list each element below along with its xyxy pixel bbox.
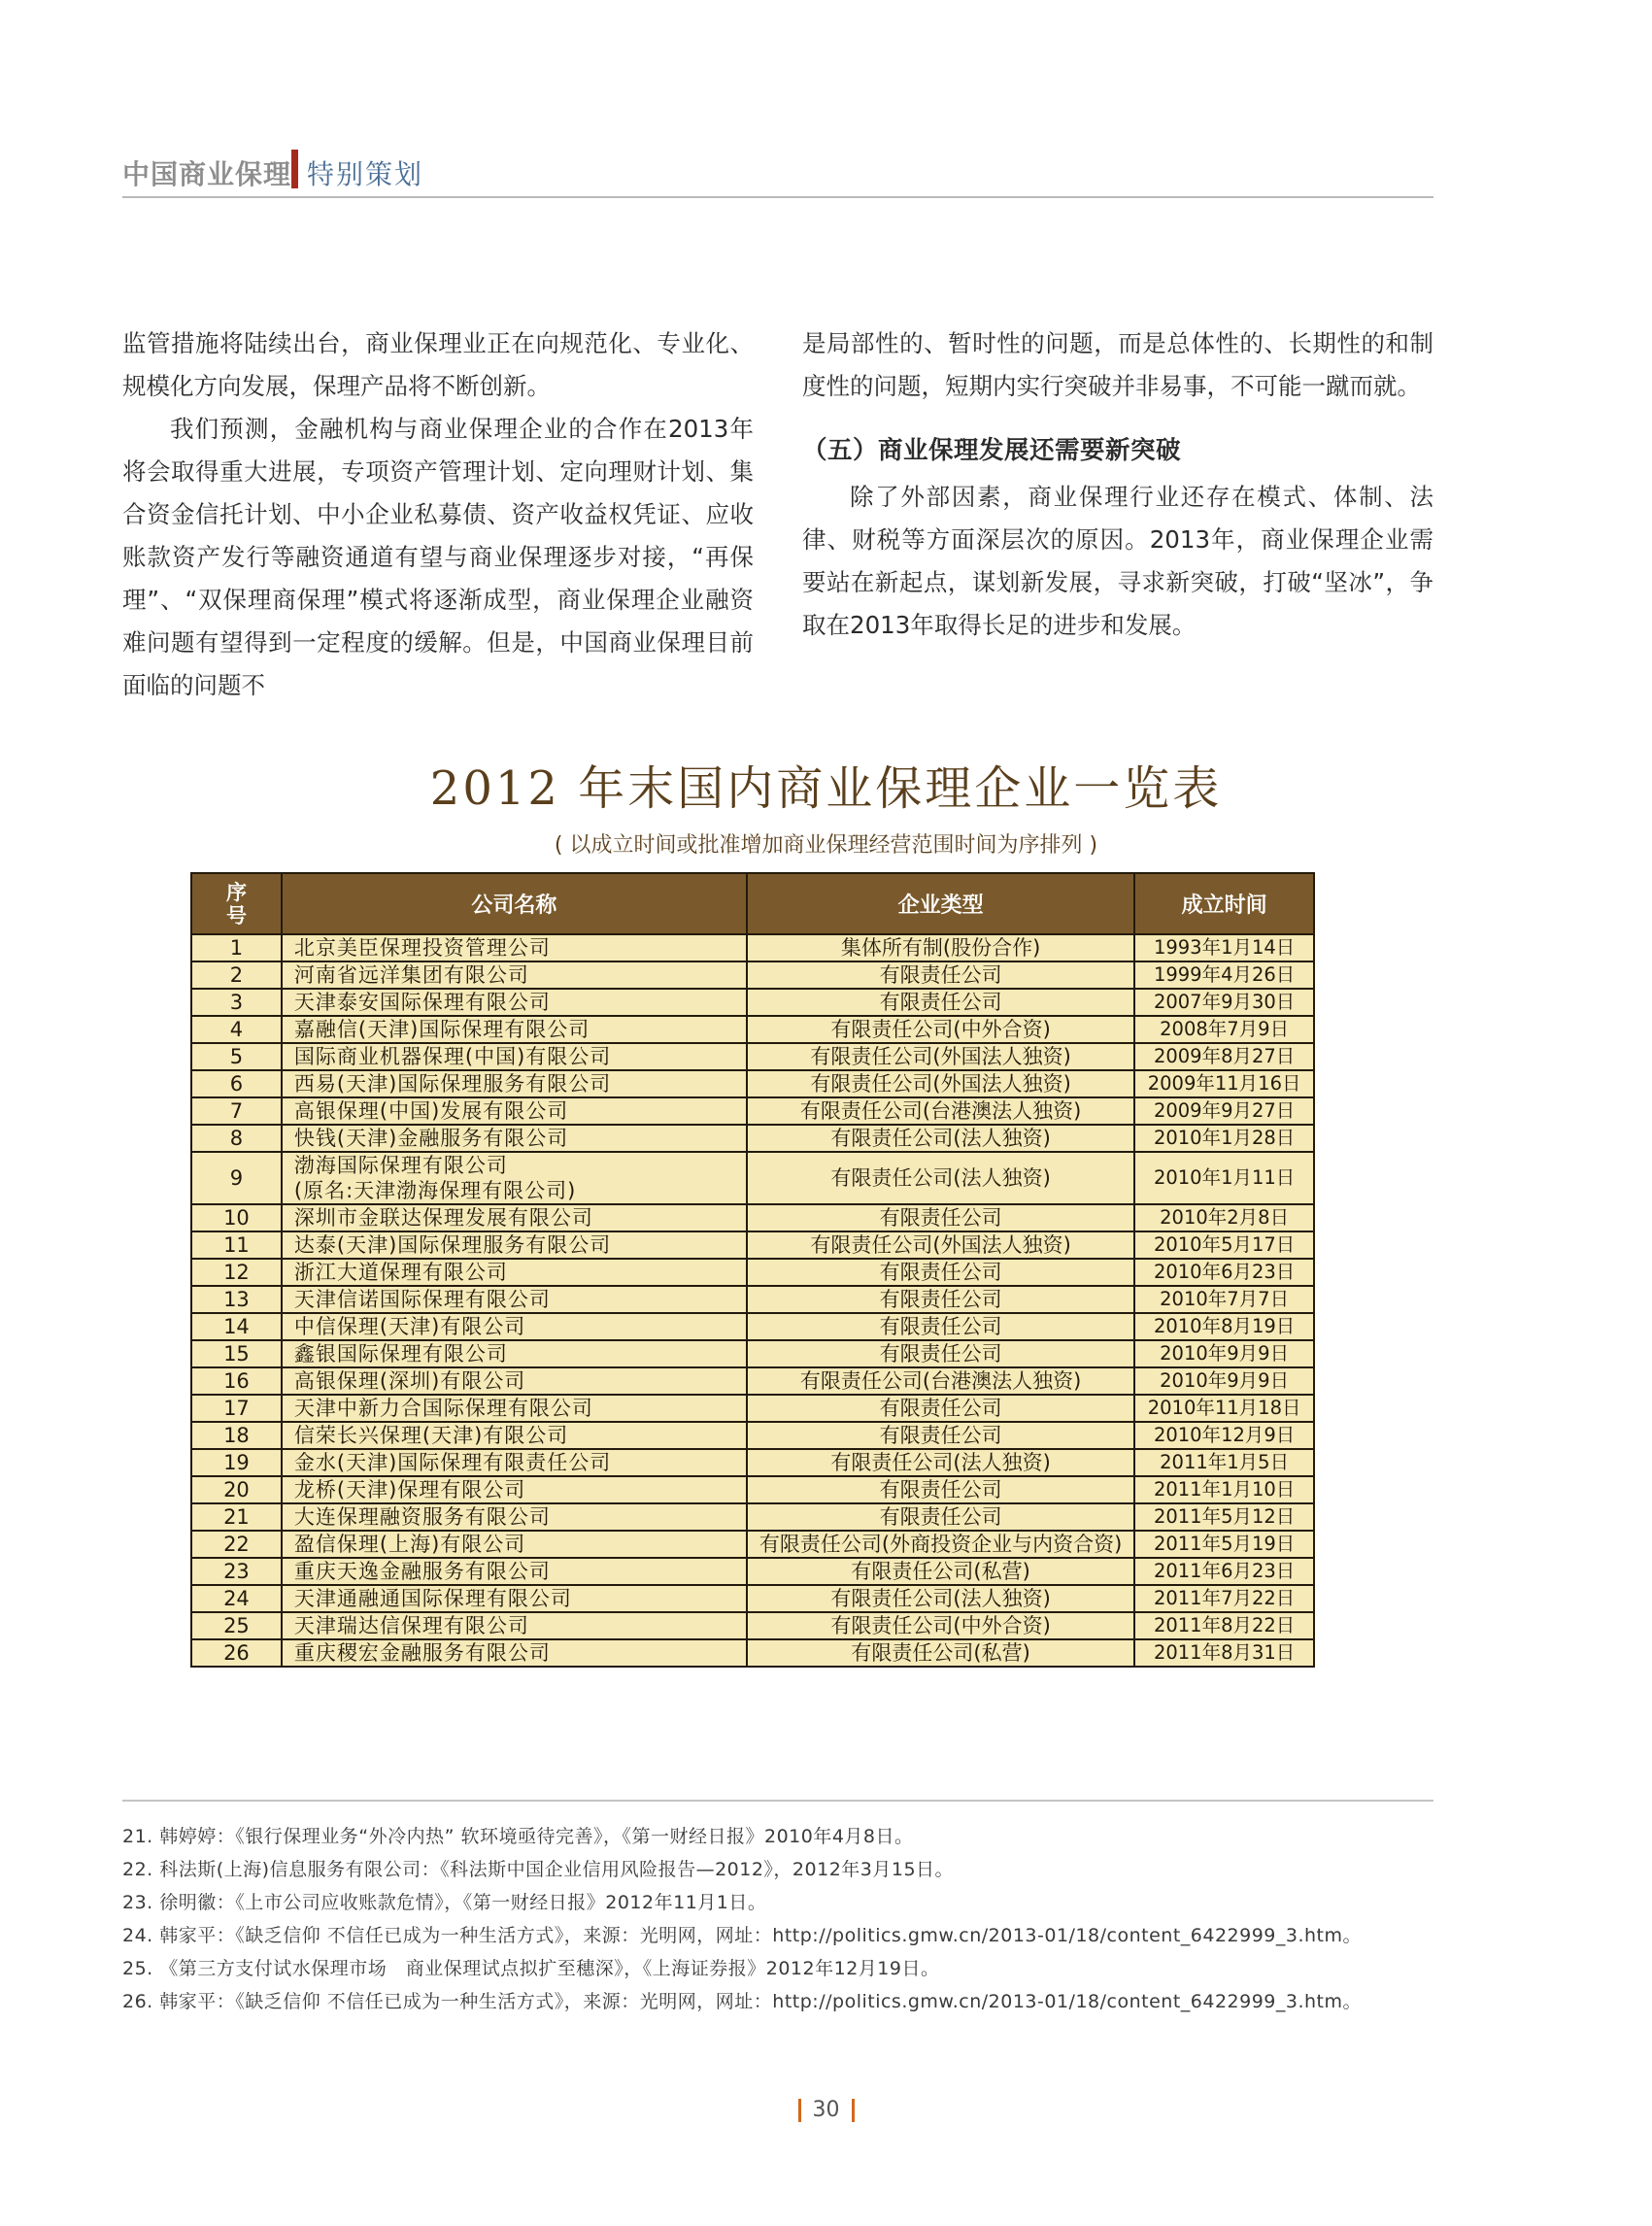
paragraph: 除了外部因素，商业保理行业还存在模式、体制、法律、财税等方面深层次的原因。2013年，商业保理企业需要站在新起点，谋划新发展，寻求新突破，打破“坚冰”，争取在2013年取得长足的进步和发展。 (802, 483, 1433, 639)
table-row (191, 1422, 1314, 1449)
page-number: 30 (0, 2098, 1652, 2122)
table-title: 2012 年末国内商业保理企业一览表 (429, 761, 1223, 816)
paragraph: 是局部性的、暂时性的问题，而是总体性的、长期性的和制度性的问题，短期内实行突破并非易事，不可能一蹴而就。 (802, 329, 1433, 400)
cell-date: 2010年6月23日 (1134, 1259, 1314, 1286)
table-body (191, 934, 1314, 1667)
table-row (191, 1152, 1314, 1204)
cell-date: 2011年1月10日 (1134, 1476, 1314, 1503)
table-row (191, 1612, 1314, 1639)
cell-type: 有限责任公司(私营) (747, 1558, 1134, 1585)
subheading: （五）商业保理发展还需要新突破 (802, 436, 1182, 465)
header-seq: 序 号 (191, 873, 282, 934)
cell-date: 1993年1月14日 (1134, 934, 1314, 961)
cell-type: 有限责任公司 (747, 1259, 1134, 1286)
cell-type: 有限责任公司(外国法人独资) (747, 1070, 1134, 1097)
table-row (191, 1313, 1314, 1340)
cell-date: 2010年2月8日 (1134, 1204, 1314, 1231)
cell-seq: 3 (191, 989, 282, 1016)
publication-title: 中国商业保理 (122, 158, 292, 190)
cell-type: 有限责任公司 (747, 1503, 1134, 1531)
cell-company: 大连保理融资服务有限公司 (282, 1503, 747, 1531)
left-column (122, 322, 754, 707)
cell-seq: 16 (191, 1367, 282, 1395)
cell-seq: 17 (191, 1395, 282, 1422)
cell-date: 2010年9月9日 (1134, 1367, 1314, 1395)
cell-seq: 15 (191, 1340, 282, 1367)
cell-type: 有限责任公司 (747, 961, 1134, 989)
table-row (191, 1259, 1314, 1286)
cell-date: 1999年4月26日 (1134, 961, 1314, 989)
right-column (802, 322, 1433, 647)
cell-seq: 25 (191, 1612, 282, 1639)
table-row (191, 989, 1314, 1016)
cell-date: 2010年9月9日 (1134, 1340, 1314, 1367)
table-row (191, 1016, 1314, 1043)
cell-seq: 13 (191, 1286, 282, 1313)
table-row (191, 1476, 1314, 1503)
cell-date: 2011年5月19日 (1134, 1531, 1314, 1558)
cell-date: 2011年6月23日 (1134, 1558, 1314, 1585)
cell-company: 重庆稷宏金融服务有限公司 (282, 1639, 747, 1667)
cell-seq: 24 (191, 1585, 282, 1612)
table-row (191, 1286, 1314, 1313)
cell-company: 西易(天津)国际保理服务有限公司 (282, 1070, 747, 1097)
company-table (190, 872, 1315, 1668)
cell-seq: 9 (191, 1152, 282, 1204)
cell-type: 有限责任公司(私营) (747, 1639, 1134, 1667)
cell-type: 有限责任公司 (747, 989, 1134, 1016)
footnote: 25. 《第三方支付试水保理市场 商业保理试点拟扩至穗深》，《上海证券报》2012年12月19日。 (122, 1958, 940, 1979)
cell-date: 2010年8月19日 (1134, 1313, 1314, 1340)
cell-type: 有限责任公司(外国法人独资) (747, 1231, 1134, 1259)
header-company: 公司名称 (282, 873, 747, 934)
cell-seq: 26 (191, 1639, 282, 1667)
footnote: 22. 科法斯(上海)信息服务有限公司：《科法斯中国企业信用风险报告—2012》，2012年3月15日。 (122, 1859, 955, 1880)
cell-company: 达泰(天津)国际保理服务有限公司 (282, 1231, 747, 1259)
cell-seq: 7 (191, 1097, 282, 1125)
cell-company: 鑫银国际保理有限公司 (282, 1340, 747, 1367)
page-header (122, 146, 1433, 200)
cell-date: 2010年11月18日 (1134, 1395, 1314, 1422)
cell-company: 国际商业机器保理(中国)有限公司 (282, 1043, 747, 1070)
cell-seq: 14 (191, 1313, 282, 1340)
cell-company: 天津泰安国际保理有限公司 (282, 989, 747, 1016)
cell-date: 2009年8月27日 (1134, 1043, 1314, 1070)
cell-company: 快钱(天津)金融服务有限公司 (282, 1125, 747, 1152)
table-row (191, 1097, 1314, 1125)
cell-type: 有限责任公司(法人独资) (747, 1125, 1134, 1152)
cell-seq: 11 (191, 1231, 282, 1259)
cell-company: 中信保理(天津)有限公司 (282, 1313, 747, 1340)
table-row (191, 1340, 1314, 1367)
cell-type: 有限责任公司 (747, 1340, 1134, 1367)
page-number-bar (852, 2099, 855, 2122)
cell-date: 2010年1月28日 (1134, 1125, 1314, 1152)
cell-type: 有限责任公司 (747, 1395, 1134, 1422)
cell-date: 2010年5月17日 (1134, 1231, 1314, 1259)
cell-seq: 6 (191, 1070, 282, 1097)
cell-company: 龙桥(天津)保理有限公司 (282, 1476, 747, 1503)
footnote: 26. 韩家平：《缺乏信仰 不信任已成为一种生活方式》，来源：光明网，网址：http://politics.gmw.cn/2013-01/18/content_6422999_3.htm。 (122, 1991, 1363, 2012)
cell-type: 有限责任公司(台港澳法人独资) (747, 1367, 1134, 1395)
cell-type: 有限责任公司(法人独资) (747, 1152, 1134, 1204)
cell-type: 有限责任公司(法人独资) (747, 1585, 1134, 1612)
cell-company: 天津中新力合国际保理有限公司 (282, 1395, 747, 1422)
cell-company: 金水(天津)国际保理有限责任公司 (282, 1449, 747, 1476)
cell-company: 北京美臣保理投资管理公司 (282, 934, 747, 961)
header-rule (122, 196, 1433, 198)
cell-company: 信荣长兴保理(天津)有限公司 (282, 1422, 747, 1449)
section-title: 特别策划 (307, 158, 424, 190)
cell-seq: 4 (191, 1016, 282, 1043)
table-row (191, 1395, 1314, 1422)
header-divider-bar (291, 150, 298, 188)
cell-type: 有限责任公司(台港澳法人独资) (747, 1097, 1134, 1125)
cell-type: 有限责任公司(中外合资) (747, 1612, 1134, 1639)
cell-date: 2011年8月22日 (1134, 1612, 1314, 1639)
cell-seq: 20 (191, 1476, 282, 1503)
header-type: 企业类型 (747, 873, 1134, 934)
cell-date: 2011年8月31日 (1134, 1639, 1314, 1667)
table-row (191, 1639, 1314, 1667)
footnote: 24. 韩家平：《缺乏信仰 不信任已成为一种生活方式》，来源：光明网，网址：http://politics.gmw.cn/2013-01/18/content_6422999_3.htm。 (122, 1925, 1363, 1946)
cell-company: 嘉融信(天津)国际保理有限公司 (282, 1016, 747, 1043)
table-row (191, 1449, 1314, 1476)
cell-type: 有限责任公司 (747, 1476, 1134, 1503)
cell-type: 有限责任公司(外国法人独资) (747, 1043, 1134, 1070)
cell-date: 2011年5月12日 (1134, 1503, 1314, 1531)
table-row (191, 1503, 1314, 1531)
cell-company: 渤海国际保理有限公司 (原名:天津渤海保理有限公司) (282, 1152, 747, 1204)
cell-date: 2009年11月16日 (1134, 1070, 1314, 1097)
table-row (191, 1204, 1314, 1231)
cell-date: 2007年9月30日 (1134, 989, 1314, 1016)
footnote-rule (122, 1800, 1433, 1802)
cell-company: 天津通融通国际保理有限公司 (282, 1585, 747, 1612)
table-row (191, 1367, 1314, 1395)
cell-type: 有限责任公司 (747, 1313, 1134, 1340)
table-row (191, 961, 1314, 989)
cell-company: 重庆天逸金融服务有限公司 (282, 1558, 747, 1585)
cell-date: 2011年1月5日 (1134, 1449, 1314, 1476)
cell-seq: 23 (191, 1558, 282, 1585)
footnote: 23. 徐明徽：《上市公司应收账款危情》，《第一财经日报》2012年11月1日。 (122, 1892, 767, 1913)
cell-type: 有限责任公司 (747, 1286, 1134, 1313)
cell-seq: 10 (191, 1204, 282, 1231)
cell-seq: 2 (191, 961, 282, 989)
cell-type: 集体所有制(股份合作) (747, 934, 1134, 961)
table-subtitle: ( 以成立时间或批准增加商业保理经营范围时间为序排列 ) (554, 833, 1098, 858)
header-date: 成立时间 (1134, 873, 1314, 934)
cell-seq: 18 (191, 1422, 282, 1449)
table-row (191, 1043, 1314, 1070)
cell-type: 有限责任公司 (747, 1422, 1134, 1449)
table-row (191, 934, 1314, 961)
paragraph: 监管措施将陆续出台，商业保理业正在向规范化、专业化、规模化方向发展，保理产品将不断创新。 (122, 329, 754, 400)
cell-date: 2008年7月9日 (1134, 1016, 1314, 1043)
footnotes (122, 1820, 1482, 2018)
table-row (191, 1125, 1314, 1152)
cell-date: 2010年12月9日 (1134, 1422, 1314, 1449)
cell-type: 有限责任公司(中外合资) (747, 1016, 1134, 1043)
table-row (191, 1585, 1314, 1612)
cell-date: 2010年7月7日 (1134, 1286, 1314, 1313)
paragraph: 我们预测，金融机构与商业保理企业的合作在2013年将会取得重大进展，专项资产管理计划、定向理财计划、集合资金信托计划、中小企业私募债、资产收益权凭证、应收账款资产发行等融资通道有望与商业保理逐步对接，“再保理”、“双保理商保理”模式将逐渐成型，商业保理企业融资难问题有望得到一定程度的缓解。但是，中国商业保理目前面临的问题不 (122, 415, 754, 699)
cell-date: 2010年1月11日 (1134, 1152, 1314, 1204)
cell-date: 2009年9月27日 (1134, 1097, 1314, 1125)
cell-seq: 19 (191, 1449, 282, 1476)
table-row (191, 1558, 1314, 1585)
cell-type: 有限责任公司(外商投资企业与内资合资) (747, 1531, 1134, 1558)
footnote: 21. 韩婷婷：《银行保理业务“外冷内热” 软环境亟待完善》，《第一财经日报》2010年4月8日。 (122, 1826, 914, 1847)
cell-company: 高银保理(深圳)有限公司 (282, 1367, 747, 1395)
cell-seq: 21 (191, 1503, 282, 1531)
cell-company: 高银保理(中国)发展有限公司 (282, 1097, 747, 1125)
cell-seq: 8 (191, 1125, 282, 1152)
cell-company: 天津信诺国际保理有限公司 (282, 1286, 747, 1313)
cell-company: 河南省远洋集团有限公司 (282, 961, 747, 989)
cell-date: 2011年7月22日 (1134, 1585, 1314, 1612)
cell-company: 深圳市金联达保理发展有限公司 (282, 1204, 747, 1231)
cell-company: 浙江大道保理有限公司 (282, 1259, 747, 1286)
table-header-row (191, 873, 1314, 934)
cell-seq: 12 (191, 1259, 282, 1286)
page-number-bar (798, 2099, 801, 2122)
cell-seq: 1 (191, 934, 282, 961)
table-row (191, 1070, 1314, 1097)
cell-type: 有限责任公司 (747, 1204, 1134, 1231)
cell-company: 盈信保理(上海)有限公司 (282, 1531, 747, 1558)
table-row (191, 1231, 1314, 1259)
table-row (191, 1531, 1314, 1558)
cell-seq: 22 (191, 1531, 282, 1558)
cell-seq: 5 (191, 1043, 282, 1070)
cell-type: 有限责任公司(法人独资) (747, 1449, 1134, 1476)
cell-company: 天津瑞达信保理有限公司 (282, 1612, 747, 1639)
